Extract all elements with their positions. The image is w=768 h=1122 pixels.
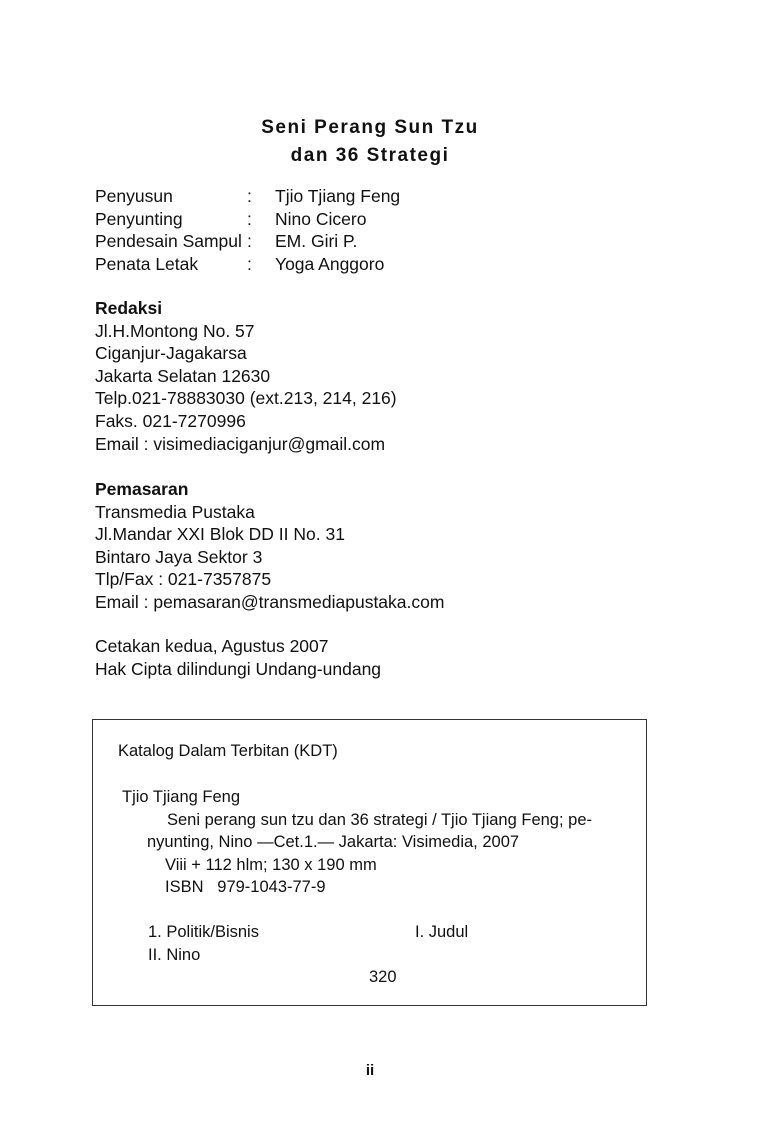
credit-value: EM. Giri P. <box>275 231 358 252</box>
credit-label: Penyusun <box>95 186 173 206</box>
kdt-description-line-2: nyunting, Nino —Cet.1.— Jakarta: Visimedia, 2007 <box>147 833 520 851</box>
book-title-line-2: dan 36 Strategi <box>290 145 450 166</box>
credit-value: Tjio Tjiang Feng <box>275 186 401 206</box>
kdt-author: Tjio Tjiang Feng <box>122 788 241 806</box>
credit-value: Yoga Anggoro <box>275 253 385 274</box>
credit-colon: : <box>247 186 252 206</box>
kdt-isbn: ISBN 979-1043-77-9 <box>165 878 326 896</box>
pemasaran-company: Transmedia Pustaka <box>95 501 255 522</box>
credit-colon: : <box>247 253 252 274</box>
pemasaran-address-line: Bintaro Jaya Sektor 3 <box>95 546 263 567</box>
redaksi-address-line: Ciganjur-Jagakarsa <box>95 343 247 364</box>
redaksi-email: Email : visimediaciganjur@gmail.com <box>95 433 386 454</box>
kdt-physical-description: Viii + 112 hlm; 130 x 190 mm <box>165 856 377 874</box>
page-number: ii <box>365 1062 375 1079</box>
credit-row-penyusun <box>95 185 400 208</box>
kdt-box <box>92 719 647 1006</box>
credit-label: Penata Letak <box>95 253 199 274</box>
book-title-line-1: Seni Perang Sun Tzu <box>261 117 479 138</box>
redaksi-phone: Telp.021-78883030 (ext.213, 214, 216) <box>95 388 397 409</box>
redaksi-heading: Redaksi <box>95 298 163 318</box>
credit-row-pendesain-sampul <box>95 230 400 253</box>
credit-colon: : <box>247 208 252 229</box>
redaksi-address-line: Jl.H.Montong No. 57 <box>95 320 255 341</box>
book-title <box>0 114 740 170</box>
redaksi-address-line: Jakarta Selatan 12630 <box>95 365 271 386</box>
credits-list <box>95 185 400 275</box>
redaksi-fax: Faks. 021-7270996 <box>95 410 246 431</box>
credit-value: Nino Cicero <box>275 208 367 229</box>
kdt-heading: Katalog Dalam Terbitan (KDT) <box>118 742 338 760</box>
pemasaran-email: Email : pemasaran@transmediapustaka.com <box>95 591 445 612</box>
credit-label: Penyunting <box>95 208 183 229</box>
pemasaran-heading: Pemasaran <box>95 479 189 499</box>
credit-row-penyunting <box>95 208 400 231</box>
credit-label: Pendesain Sampul <box>95 231 242 252</box>
kdt-subject-2: II. Nino <box>148 946 201 964</box>
kdt-class-number: 320 <box>369 968 397 986</box>
credit-colon: : <box>247 231 252 252</box>
pemasaran-address-line: Jl.Mandar XXI Blok DD II No. 31 <box>95 524 345 545</box>
kdt-title-entry: I. Judul <box>415 923 469 941</box>
kdt-description-line-1: Seni perang sun tzu dan 36 strategi / Tjio Tjiang Feng; pe- <box>167 811 592 829</box>
kdt-subject-1: 1. Politik/Bisnis <box>148 923 259 941</box>
redaksi-section <box>95 297 397 455</box>
pemasaran-section <box>95 478 444 614</box>
copyright-line: Hak Cipta dilindungi Undang-undang <box>95 658 382 679</box>
pemasaran-phone: Tlp/Fax : 021-7357875 <box>95 569 272 590</box>
credit-row-penata-letak <box>95 253 400 276</box>
edition-line: Cetakan kedua, Agustus 2007 <box>95 636 329 656</box>
edition-section <box>95 635 381 680</box>
